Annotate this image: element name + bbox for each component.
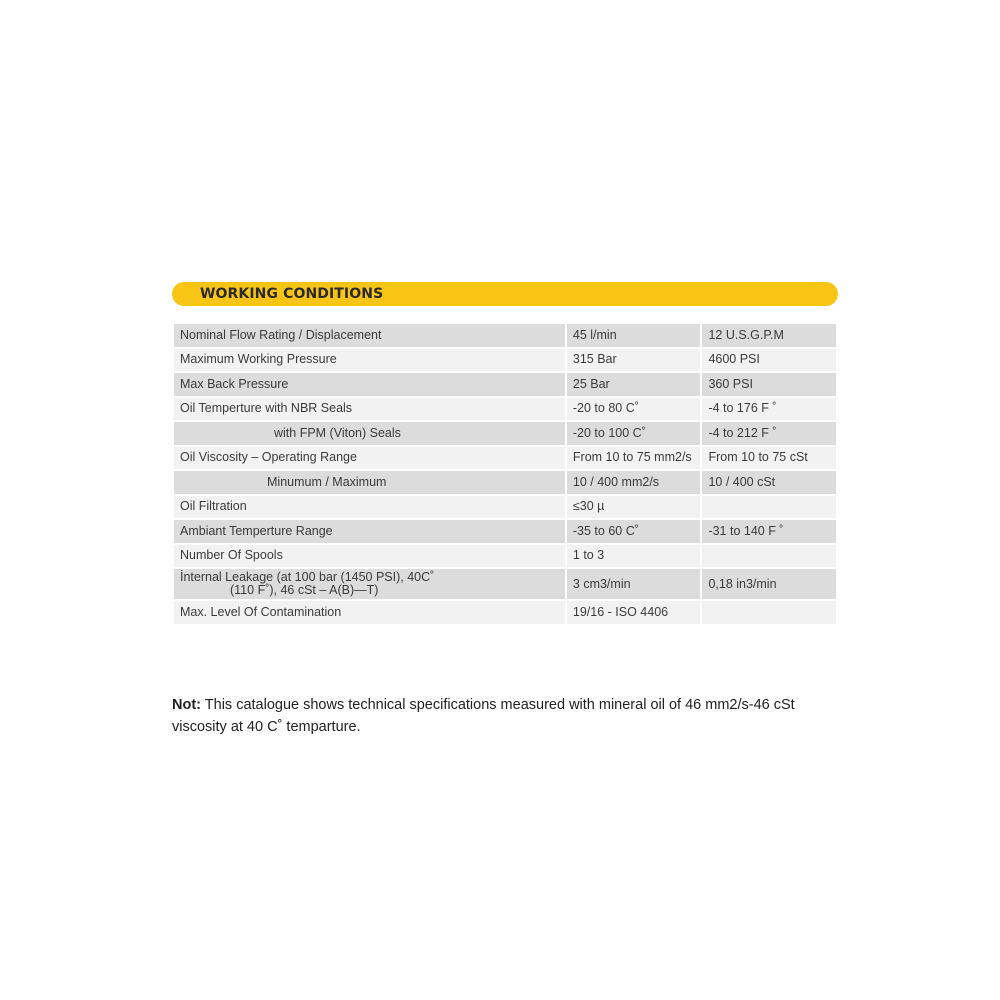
table-row <box>173 568 837 600</box>
footnote-text: This catalogue shows technical specifications measured with mineral oil of 46 mm2/s-46 cSt viscosity at 40 C˚ temparture. <box>172 696 795 735</box>
table-row <box>173 421 837 446</box>
row-label: Number Of Spools <box>173 544 566 569</box>
row-label: Nominal Flow Rating / Displacement <box>173 323 566 348</box>
metric-value: -20 to 100 C˚ <box>566 421 702 446</box>
row-label-line1: İnternal Leakage (at 100 bar (1450 PSI), 40C˚ <box>180 570 435 584</box>
row-label: Oil Filtration <box>173 495 566 520</box>
metric-value: 45 l/min <box>566 323 702 348</box>
section-header-banner <box>172 282 838 306</box>
metric-value: -35 to 60 C˚ <box>566 519 702 544</box>
metric-value: From 10 to 75 mm2/s <box>566 446 702 471</box>
row-label <box>173 568 566 600</box>
metric-value: 10 / 400 mm2/s <box>566 470 702 495</box>
table-row <box>173 470 837 495</box>
metric-value: 315 Bar <box>566 348 702 373</box>
imperial-value: 10 / 400 cSt <box>701 470 837 495</box>
row-label-line2: (110 F˚), 46 cSt – A(B)—T) <box>230 583 379 597</box>
table-row <box>173 446 837 471</box>
row-label: Max Back Pressure <box>173 372 566 397</box>
metric-value: 25 Bar <box>566 372 702 397</box>
table-row <box>173 348 837 373</box>
row-label: with FPM (Viton) Seals <box>173 421 566 446</box>
footnote-prefix: Not: <box>172 696 201 713</box>
section-title: WORKING CONDITIONS <box>200 286 384 302</box>
metric-value: 19/16 - ISO 4406 <box>566 600 702 625</box>
table-row <box>173 495 837 520</box>
imperial-value <box>701 544 837 569</box>
row-label: Minumum / Maximum <box>173 470 566 495</box>
row-label: Maximum Working Pressure <box>173 348 566 373</box>
imperial-value: -4 to 212 F ˚ <box>701 421 837 446</box>
table-row <box>173 519 837 544</box>
row-label: Oil Temperture with NBR Seals <box>173 397 566 422</box>
table-row <box>173 600 837 625</box>
row-label: Ambiant Temperture Range <box>173 519 566 544</box>
imperial-value: 0,18 in3/min <box>701 568 837 600</box>
imperial-value: -4 to 176 F ˚ <box>701 397 837 422</box>
row-label: Max. Level Of Contamination <box>173 600 566 625</box>
table-row <box>173 544 837 569</box>
working-conditions-table <box>172 322 838 626</box>
table-row <box>173 323 837 348</box>
imperial-value: 360 PSI <box>701 372 837 397</box>
table-row <box>173 397 837 422</box>
metric-value: -20 to 80 C˚ <box>566 397 702 422</box>
row-label: Oil Viscosity – Operating Range <box>173 446 566 471</box>
table-row <box>173 372 837 397</box>
metric-value: 3 cm3/min <box>566 568 702 600</box>
imperial-value <box>701 600 837 625</box>
imperial-value <box>701 495 837 520</box>
imperial-value: -31 to 140 F ˚ <box>701 519 837 544</box>
footnote <box>172 694 832 738</box>
imperial-value: 12 U.S.G.P.M <box>701 323 837 348</box>
metric-value: 1 to 3 <box>566 544 702 569</box>
imperial-value: 4600 PSI <box>701 348 837 373</box>
metric-value: ≤30 µ <box>566 495 702 520</box>
imperial-value: From 10 to 75 cSt <box>701 446 837 471</box>
